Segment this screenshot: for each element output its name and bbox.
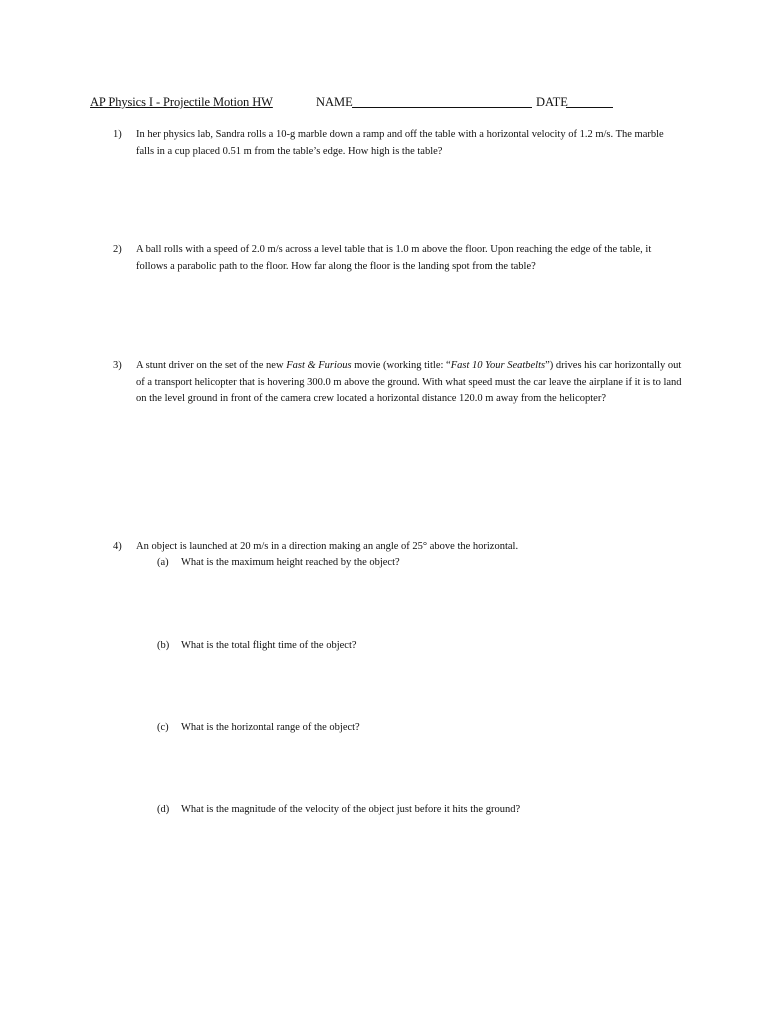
worksheet-title: AP Physics I - Projectile Motion HW (90, 95, 273, 109)
part-text: What is the maximum height reached by the object? (181, 557, 400, 568)
question-text: An object is launched at 20 m/s in a direction making an angle of 25° above the horizontal. (136, 541, 519, 552)
part-text: What is the magnitude of the velocity of the object just before it hits the ground? (181, 804, 521, 815)
question-2 (113, 242, 683, 278)
question-text: A ball rolls with a speed of 2.0 m/s across a level table that is 1.0 m above the floor. Upon reaching the edge of the table, it follows a parabolic path to the floor. How far along the floor is the landing spot from the table? (136, 244, 652, 272)
part-text: What is the horizontal range of the object? (181, 722, 360, 733)
question-number: 1) (113, 129, 122, 140)
question-4-part-b (157, 638, 677, 656)
name-blank-line[interactable] (352, 93, 532, 108)
part-text: What is the total flight time of the object? (181, 640, 357, 651)
question-text: In her physics lab, Sandra rolls a 10-g marble down a ramp and off the table with a horizontal velocity of 1.2 m/s. The marble falls in a cup placed 0.51 m from the table’s edge. How high is the table? (136, 129, 664, 157)
movie-title-italic: Fast & Furious (286, 360, 352, 371)
question-text (136, 358, 683, 408)
question-4-part-d (157, 802, 677, 820)
question-3 (113, 358, 683, 428)
part-letter: (b) (157, 640, 170, 651)
question-4-part-a (157, 555, 677, 573)
question-number: 3) (113, 360, 122, 371)
working-title-italic: Fast 10 Your Seatbelts (450, 360, 546, 371)
question-number: 4) (113, 541, 122, 552)
part-letter: (c) (157, 722, 169, 733)
question-4-part-c (157, 720, 677, 738)
question-text-part: movie (working title: “ (351, 360, 451, 371)
question-text-part: A stunt driver on the set of the new (136, 360, 287, 371)
question-1 (113, 127, 683, 163)
question-text-part: ”) drives his car horizontally out of a transport helicopter that is hovering 300.0 m above the ground. With what speed must the car leave the airplane if it is to land on the level ground in front of the camera crew located a horizontal distance 120.0 m away from the helicopter? (136, 360, 682, 405)
question-number: 2) (113, 244, 122, 255)
part-letter: (a) (157, 557, 169, 568)
worksheet-header (90, 93, 690, 111)
date-blank-line[interactable] (566, 93, 613, 108)
part-letter: (d) (157, 804, 170, 815)
date-label: DATE (536, 95, 568, 109)
name-label: NAME (316, 95, 353, 109)
